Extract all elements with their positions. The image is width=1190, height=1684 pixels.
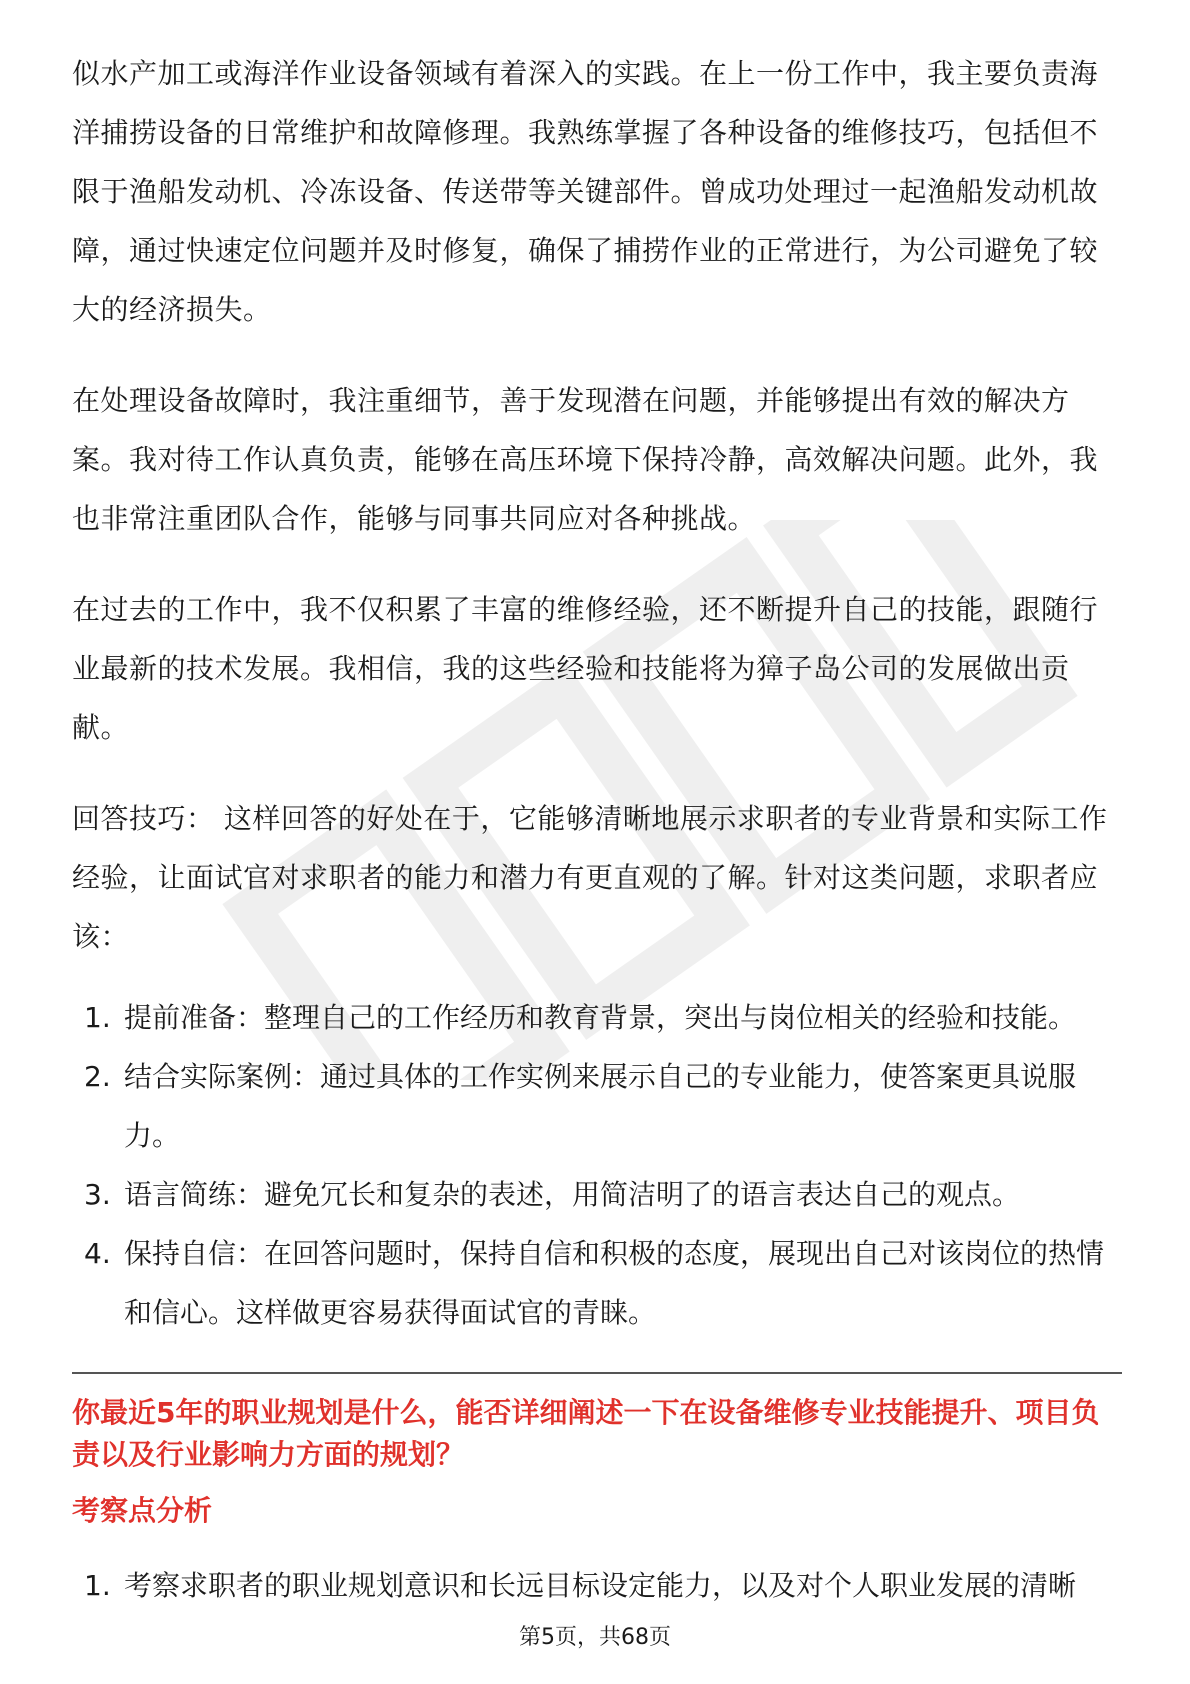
paragraph-answer-tips: 回答技巧： 这样回答的好处在于，它能够清晰地展示求职者的专业背景和实际工作经验，让面试官对求职者的能力和潜力有更直观的了解。针对这类问题，求职者应该： [72,802,1108,953]
list-item: 2. 结合实际案例：通过具体的工作实例来展示自己的专业能力，使答案更具说服力。 [84,1060,1077,1152]
paragraph-experience: 似水产加工或海洋作业设备领域有着深入的实践。在上一份工作中，我主要负责海洋捕捞设备的日常维护和故障修理。我熟练掌握了各种设备的维修技巧，包括但不限于渔船发动机、冷冻设备、传送带等关键部件。曾成功处理过一起渔船发动机故障，通过快速定位问题并及时修复，确保了捕捞作业的正常进行，为公司避免了较大的经济损失。 [72,57,1099,326]
list-item: 4. 保持自信：在回答问题时，保持自信和积极的态度，展现出自己对该岗位的热情和信心。这样做更容易获得面试官的青睐。 [84,1237,1105,1329]
paragraph-problem-solving: 在处理设备故障时，我注重细节，善于发现潜在问题，并能够提出有效的解决方案。我对待工作认真负责，能够在高压环境下保持冷静，高效解决问题。此外，我也非常注重团队合作，能够与同事共同应对各种挑战。 [72,384,1099,535]
tips-list-block [72,988,1122,1342]
page-number-footer: 第5页，共68页 [519,1625,671,1650]
paragraph-growth: 在过去的工作中，我不仅积累了丰富的维修经验，还不断提升自己的技能，跟随行业最新的技术发展。我相信，我的这些经验和技能将为獐子岛公司的发展做出贡献。 [72,593,1099,744]
list-item: 1. 提前准备：整理自己的工作经历和教育背景，突出与岗位相关的经验和技能。 [84,1001,1077,1034]
tips-list [72,988,1122,1342]
list-item: 1. 考察求职者的职业规划意识和长远目标设定能力，以及对个人职业发展的清晰 [84,1569,1077,1602]
analysis-list [72,1556,1122,1615]
analysis-heading: 考察点分析 [72,1494,213,1527]
section-divider [72,1372,1122,1374]
question-heading: 你最近5年的职业规划是什么，能否详细阐述一下在设备维修专业技能提升、项目负责以及行业影响力方面的规划？ [72,1396,1100,1471]
list-item: 3. 语言简练：避免冗长和复杂的表述，用简洁明了的语言表达自己的观点。 [84,1178,1021,1211]
main-content [72,44,1122,1615]
